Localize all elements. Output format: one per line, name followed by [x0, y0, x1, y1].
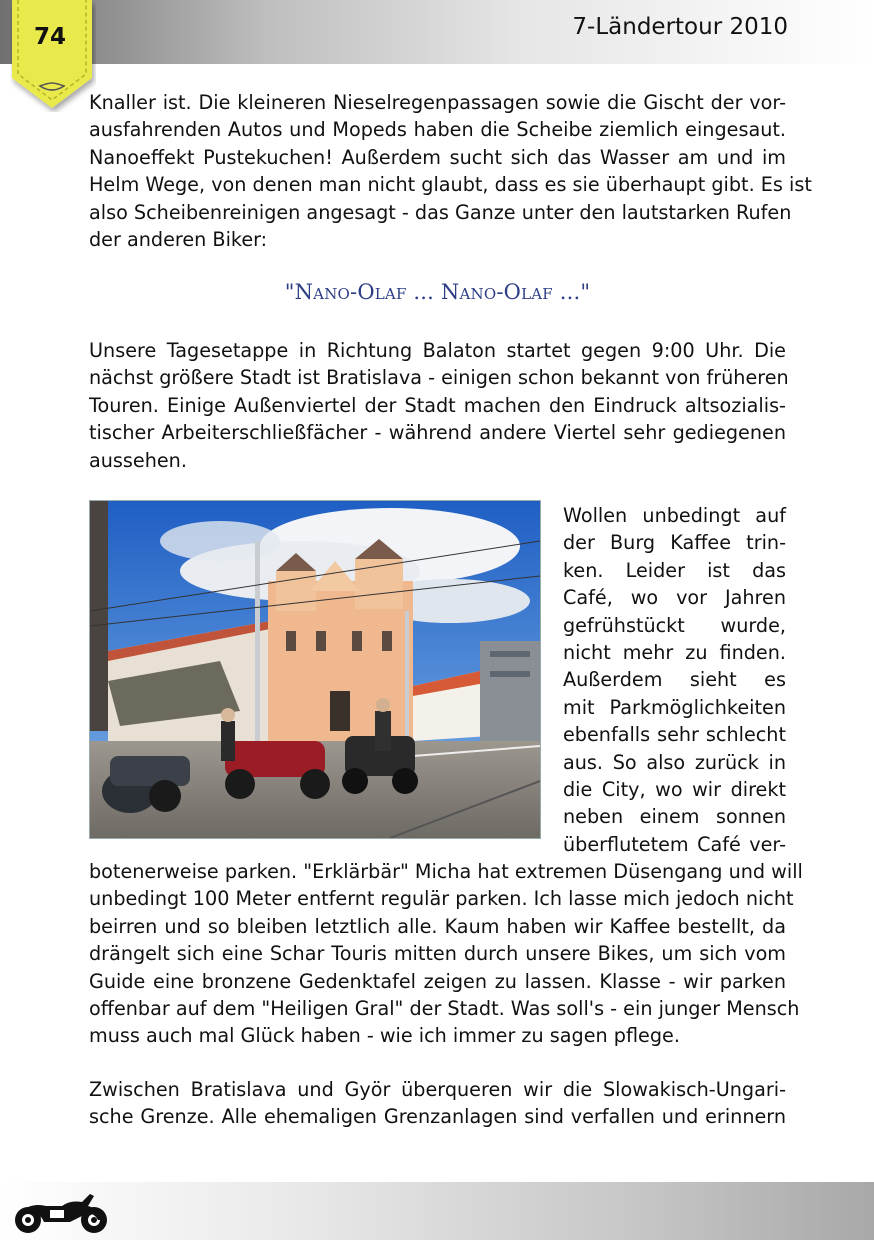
text-line: Knaller ist. Die kleineren Nieselregenpassagen sowie die Gischt der vor-	[89, 91, 786, 114]
text-line: gefrühstückt wurde,	[563, 613, 786, 637]
text-line: mit Parkmöglichkeiten	[563, 695, 786, 719]
paragraph-2	[89, 337, 789, 474]
text-line: muss auch mal Glück haben - wie ich immer zu sagen pflege.	[89, 1024, 680, 1048]
text-line: Nanoeffekt Pustekuchen! Außerdem sucht sich das Wasser am und im	[89, 145, 786, 169]
text-line: sche Grenze. Alle ehemaligen Grenzanlagen sind verfallen und erinnern	[89, 1105, 786, 1129]
text-line: unbedingt 100 Meter entfernt regulär parken. Ich lasse mich jedoch nicht	[89, 887, 794, 911]
text-line: nicht mehr zu finden.	[563, 641, 786, 665]
text-line: aus. So also zurück in	[563, 750, 786, 774]
text-line: offenbar auf dem "Heiligen Gral" der Stadt. Was soll's - ein junger Mensch	[89, 997, 800, 1021]
text-line: Wollen unbedingt auf	[563, 504, 786, 527]
text-line: überflutetem Café ver-	[563, 832, 786, 856]
text-line: Unsere Tagesetappe in Richtung Balaton startet gegen 9:00 Uhr. Die	[89, 339, 786, 362]
paragraph-4	[89, 1076, 786, 1131]
text-line: beirren und so bleiben letztlich alle. Kaum haben wir Kaffee bestellt, da	[89, 914, 786, 938]
page-number-shield-icon	[10, 0, 96, 112]
text-line: Café, wo vor Jahren	[563, 586, 786, 610]
text-line: tischer Arbeiterschließfächer - während andere Viertel sehr gediegenen	[89, 421, 786, 445]
text-line: ebenfalls sehr schlecht	[563, 723, 786, 747]
text-line: Helm Wege, von denen man nicht glaubt, dass es sie überhaupt gibt. Es ist	[89, 173, 812, 197]
text-line: drängelt sich eine Schar Touris mitten durch unsere Bikes, um sich vom	[89, 942, 786, 966]
text-line: aussehen.	[89, 448, 187, 472]
text-line: die City, wo wir direkt	[563, 778, 786, 802]
quote: "Nano-Olaf ... Nano-Olaf ..."	[284, 280, 591, 304]
side-text-column	[563, 502, 786, 858]
text-line: botenerweise parken. "Erklärbär" Micha hat extremen Düsengang und will	[89, 860, 803, 883]
text-line: der Burg Kaffee trin-	[563, 531, 786, 555]
bratislava-church-photo	[89, 500, 541, 839]
text-line: neben einem sonnen	[563, 805, 786, 829]
text-line: ausfahrenden Autos und Mopeds haben die Scheibe ziemlich eingesaut.	[89, 118, 786, 142]
motorcycle-icon	[10, 1186, 110, 1236]
paragraph-3	[89, 858, 803, 1050]
text-line: der anderen Biker:	[89, 228, 268, 252]
text-line: Zwischen Bratislava und Györ überqueren wir die Slowakisch-Ungari-	[89, 1078, 786, 1101]
running-header-title: 7-Ländertour 2010	[572, 14, 788, 40]
footer-band	[0, 1182, 874, 1240]
text-line: nächst größere Stadt ist Bratislava - einigen schon bekannt von früheren	[89, 366, 789, 390]
text-line: Touren. Einige Außenviertel der Stadt machen den Eindruck altsozialis-	[89, 393, 786, 417]
text-line: ken. Leider ist das	[563, 558, 786, 582]
text-line: Außerdem sieht es	[563, 668, 786, 692]
page-number: 74	[33, 24, 66, 50]
text-line: also Scheibenreinigen angesagt - das Ganze unter den lautstarken Rufen	[89, 200, 792, 224]
paragraph-1	[89, 89, 812, 253]
text-line: Guide eine bronzene Gedenktafel zeigen zu lassen. Klasse - wir parken	[89, 969, 786, 993]
